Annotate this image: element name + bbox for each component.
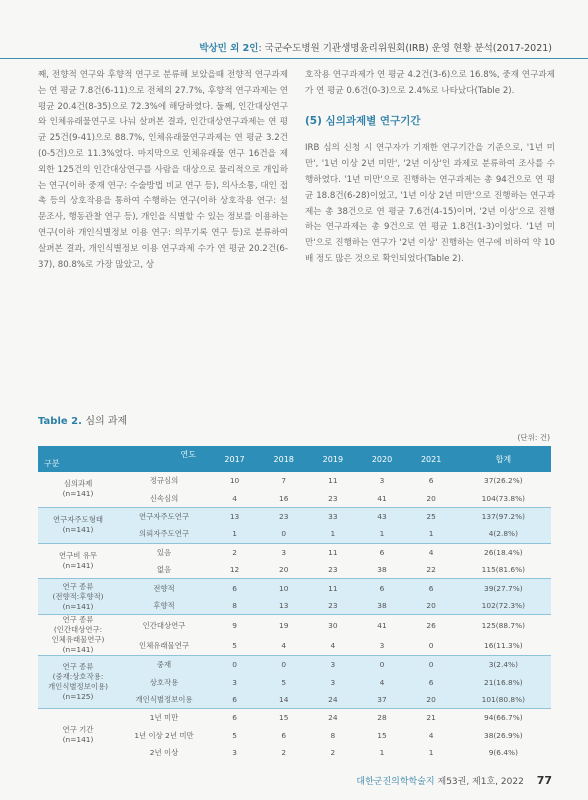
group-label: 연구 기간 (n=141)	[38, 709, 118, 762]
value-cell: 22	[426, 565, 436, 575]
corner-bottom-label: 구분	[44, 459, 60, 468]
value-cell: 43	[357, 507, 406, 525]
value-cell: 38	[377, 565, 387, 575]
group-label: 연구자주도형태 (n=141)	[38, 507, 118, 543]
value-cell: 4	[232, 493, 237, 503]
right-paragraph-1: 호작용 연구과제가 연 평균 4.2건(3-6)으로 16.8%, 중재 연구과제가 연 평균 0.6건(0-3)으로 2.4%로 나타났다(Table 2).	[305, 70, 555, 96]
total-cell: 125(88.7%)	[456, 615, 551, 636]
table-row	[38, 507, 551, 525]
value-cell: 1	[357, 525, 406, 543]
subcategory-cell: 인간대상연구	[118, 615, 210, 636]
total-cell: 26(18.4%)	[456, 543, 551, 561]
value-cell: 15	[377, 730, 387, 740]
value-cell: 24	[308, 709, 357, 727]
subcategory-cell: 1년 이상 2년 미만	[134, 730, 194, 740]
value-cell: 6	[210, 691, 259, 709]
year-header: 2020	[371, 454, 393, 464]
subcategory-cell: 중재	[118, 656, 210, 674]
right-column	[305, 68, 555, 268]
value-cell: 13	[210, 507, 259, 525]
subcategory-cell: 인체유래물연구	[139, 640, 189, 650]
value-cell: 3	[232, 748, 237, 758]
section-title: (5) 심의과제별 연구기간	[305, 114, 421, 127]
value-cell: 3	[259, 543, 308, 561]
header-title: : 국군수도병원 기관생명윤리위원회(IRB) 운영 현황 분석(2017-2021)	[258, 43, 552, 54]
value-cell: 24	[308, 691, 357, 709]
corner-top-label: 연도	[180, 450, 196, 459]
table-row	[38, 579, 551, 597]
value-cell: 38	[357, 597, 406, 615]
subcategory-cell: 2년 이상	[149, 748, 179, 758]
value-cell: 2	[330, 748, 336, 758]
right-paragraph-2: IRB 심의 신청 시 연구자가 기재한 연구기간을 기준으로, '1년 미만', '1년 이상 2년 미만', '2년 이상'인 과제로 분류하여 조사를 수행하였다. '1년 미만'으로 진행하는 연구과제는 총 94건으로 연 평균 18.8건(6-28)이었고, '1년 이상 2년 미만'으로 진행하는 연구과제는 총 38건으로 연 평균 7.6건(4-15)이며, '2년 이상'으로 진행하는 연구과제는 총 9건으로 연 평균 1.8건(1-3)이었다. '1년 미만'으로 진행하는 연구가 '2년 이상' 진행하는 연구에 비하여 약 10배 정도 많은 것으로 확인되었다(Table 2).	[305, 143, 555, 264]
year-header: 2019	[322, 454, 344, 464]
value-cell: 6	[357, 579, 406, 597]
value-cell: 5	[232, 640, 237, 650]
value-cell: 26	[407, 615, 456, 636]
total-cell: 94(66.7%)	[456, 709, 551, 727]
data-table	[38, 446, 551, 761]
subcategory-cell: 신속심의	[149, 493, 179, 503]
value-cell: 23	[328, 493, 338, 503]
value-cell: 11	[328, 476, 338, 486]
value-cell: 3	[308, 656, 357, 674]
value-cell: 4	[428, 730, 434, 740]
value-cell: 3	[379, 476, 385, 486]
value-cell: 3	[379, 640, 385, 650]
footer-volume: 제53권, 제1호, 2022	[437, 777, 524, 787]
value-cell: 9	[210, 615, 259, 636]
value-cell: 2	[281, 748, 287, 758]
value-cell: 6	[281, 730, 287, 740]
subcategory-cell: 연구자주도연구	[118, 507, 210, 525]
table-title	[38, 412, 127, 427]
value-cell: 1	[379, 748, 385, 758]
subcategory-cell: 상호작용	[118, 674, 210, 691]
total-cell: 102(72.3%)	[456, 597, 551, 615]
value-cell: 10	[259, 579, 308, 597]
value-cell: 6	[407, 579, 456, 597]
value-cell: 20	[426, 493, 436, 503]
value-cell: 6	[407, 674, 456, 691]
value-cell: 2	[210, 543, 259, 561]
total-cell: 115(81.6%)	[481, 565, 526, 575]
value-cell: 6	[210, 579, 259, 597]
total-cell: 37(26.2%)	[484, 476, 523, 486]
value-cell: 8	[330, 730, 336, 740]
total-cell: 101(80.8%)	[456, 691, 551, 709]
value-cell: 37	[357, 691, 406, 709]
value-cell: 6	[210, 709, 259, 727]
subcategory-cell: 전향적	[118, 579, 210, 597]
subcategory-cell: 개인식별정보이용	[118, 691, 210, 709]
total-cell: 38(26.9%)	[484, 730, 523, 740]
value-cell: 4	[357, 674, 406, 691]
value-cell: 21	[407, 709, 456, 727]
value-cell: 14	[259, 691, 308, 709]
value-cell: 28	[357, 709, 406, 727]
value-cell: 0	[259, 525, 308, 543]
left-column	[38, 68, 288, 273]
subcategory-cell: 1년 미만	[118, 709, 210, 727]
page-footer	[356, 774, 552, 787]
value-cell: 6	[428, 476, 434, 486]
value-cell: 5	[259, 674, 308, 691]
year-header: 2017	[224, 454, 245, 464]
total-header: 합계	[495, 454, 512, 464]
table-label: Table 2.	[38, 416, 82, 427]
left-paragraph: 째, 전향적 연구와 후향적 연구로 분류해 보았을때 전향적 연구과제는 연 평균 7.8건(6-11)으로 전체의 27.7%, 후향적 연구과제는 연 평균 20.4건(8-35)으로 72.3%에 해당하였다. 둘째, 인간대상연구와 인체유래물연구로 나눠 살펴본 결과, 인간대상연구과제는 연 평균 25건(9-41)으로 88.7%, 인체유래물연구과제는 연 평균 3.2건(0-5건)으로 11.3%였다. 마지막으로 인체유래물 연구 16건을 제외한 125건의 인간대상연구를 사람을 대상으로 물리적으로 개입하는 연구(이하 중재 연구: 수술방법 비교 연구 등), 의사소통, 대인 접촉 등의 상호작용을 통하여 수행하는 연구(이하 상호작용 연구: 설문조사, 행동관찰 연구 등), 개인을 식별할 수 있는 정보를 이용하는 연구(이하 개인식별정보 이용 연구: 의무기록 연구 등)로 분류하여 살펴본 결과, 개인식별정보 이용 연구과제 수가 연 평균 20.2건(6-37), 80.8%로 가장 많았고, 상	[38, 70, 288, 270]
value-cell: 1	[428, 748, 434, 758]
table-corner	[38, 446, 210, 472]
value-cell: 0	[428, 640, 434, 650]
value-cell: 23	[328, 565, 338, 575]
value-cell: 0	[210, 656, 259, 674]
total-cell: 104(73.8%)	[481, 493, 526, 503]
value-cell: 41	[357, 615, 406, 636]
total-cell: 4(2.8%)	[456, 525, 551, 543]
subcategory-cell: 없음	[156, 565, 172, 575]
value-cell: 33	[308, 507, 357, 525]
value-cell: 1	[308, 525, 357, 543]
value-cell: 3	[210, 674, 259, 691]
table-header-row	[38, 446, 551, 472]
value-cell: 1	[210, 525, 259, 543]
value-cell: 16	[279, 493, 289, 503]
value-cell: 1	[407, 525, 456, 543]
group-label: 연구 종류 (중재:상호작용: 개인식별정보이용) (n=125)	[38, 656, 118, 709]
value-cell: 25	[407, 507, 456, 525]
value-cell: 0	[407, 656, 456, 674]
total-cell: 21(16.8%)	[456, 674, 551, 691]
table-body	[38, 472, 551, 761]
value-cell: 30	[308, 615, 357, 636]
value-cell: 20	[279, 565, 289, 575]
value-cell: 11	[308, 579, 357, 597]
total-cell: 137(97.2%)	[456, 507, 551, 525]
total-cell: 16(11.3%)	[484, 640, 523, 650]
group-label: 연구 종류 (인간대상연구: 인체유래물연구) (n=141)	[38, 615, 118, 656]
page-number: 77	[536, 774, 552, 787]
value-cell: 6	[357, 543, 406, 561]
value-cell: 0	[259, 656, 308, 674]
value-cell: 41	[377, 493, 387, 503]
value-cell: 0	[357, 656, 406, 674]
value-cell: 15	[259, 709, 308, 727]
subcategory-cell: 있음	[118, 543, 210, 561]
group-label: 연구 종류 (전향적:후향적) (n=141)	[38, 579, 118, 615]
value-cell: 11	[308, 543, 357, 561]
value-cell: 4	[330, 640, 336, 650]
subcategory-cell: 정규심의	[149, 476, 179, 486]
group-label: 연구비 유무 (n=141)	[38, 543, 118, 579]
group-label: 심의과제 (n=141)	[62, 479, 94, 499]
footer-journal: 대한군진의학학술지	[356, 777, 435, 787]
value-cell: 4	[407, 543, 456, 561]
value-cell: 10	[229, 476, 240, 486]
table-unit: (단위: 건)	[517, 433, 550, 442]
value-cell: 13	[259, 597, 308, 615]
year-header: 2021	[420, 454, 442, 464]
table-title-text: 심의 과제	[85, 416, 128, 427]
header-rule	[0, 58, 588, 59]
value-cell: 8	[210, 597, 259, 615]
value-cell: 4	[281, 640, 287, 650]
table-row	[38, 709, 551, 727]
header-authors: 박상민 외 2인	[199, 43, 259, 54]
year-header: 2018	[273, 454, 294, 464]
value-cell: 5	[232, 730, 237, 740]
value-cell: 20	[407, 691, 456, 709]
value-cell: 20	[407, 597, 456, 615]
value-cell: 23	[308, 597, 357, 615]
table-row	[38, 472, 551, 489]
running-header	[199, 40, 552, 54]
table-row	[38, 656, 551, 674]
total-cell: 9(6.4%)	[488, 748, 518, 758]
subcategory-cell: 후향적	[118, 597, 210, 615]
value-cell: 19	[259, 615, 308, 636]
value-cell: 23	[259, 507, 308, 525]
value-cell: 3	[308, 674, 357, 691]
table-row	[38, 615, 551, 636]
value-cell: 12	[229, 565, 240, 575]
table-row	[38, 543, 551, 561]
subcategory-cell: 의뢰자주도연구	[118, 525, 210, 543]
total-cell: 39(27.7%)	[456, 579, 551, 597]
total-cell: 3(2.4%)	[456, 656, 551, 674]
value-cell: 7	[281, 476, 287, 486]
